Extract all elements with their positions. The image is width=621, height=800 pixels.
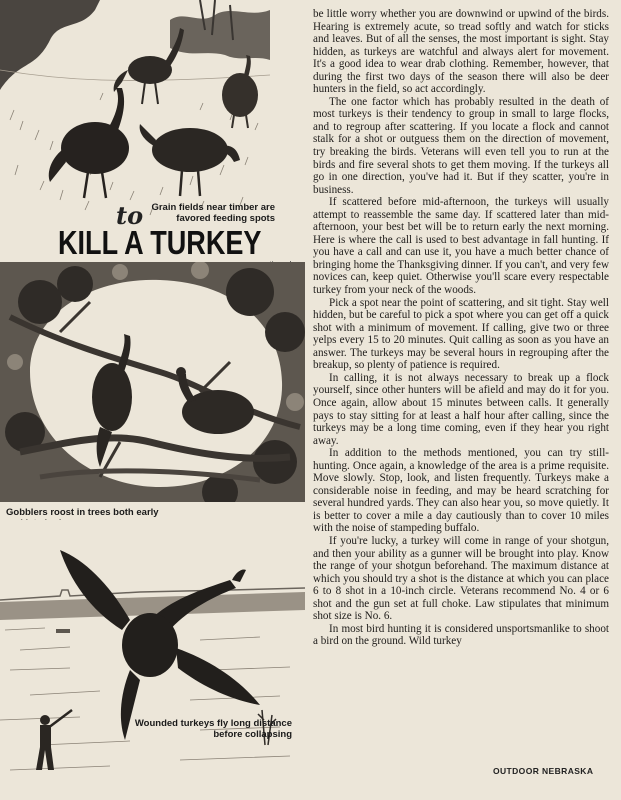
caption-wounded-turkeys: Wounded turkeys fly long distance before collapsing xyxy=(134,718,292,740)
body-paragraph: In calling, it is not always necessary to break up a flock yourself, since other hunters will be afield and may do it for you. Once again, allow about 15 minutes between calls. It generally pays to stay sitting for at least a half hour after calling, since the turkeys may be a long time coming, even if they hear you right away. xyxy=(313,371,609,447)
body-paragraph: be little worry whether you are downwind or upwind of the birds. Hearing is extremely acute, so tread softly and watch for sticks and leaves. But of all the senses, the most important is sight. Stay hidden, as turkeys are watchful and always alert for movement. It's a good idea to wear drab clothing. Remember, however, that during the first two days of the season there will also be deer hunters in the field, so act accordingly. xyxy=(313,8,609,96)
publication-footer: OUTDOOR NEBRASKA xyxy=(493,766,594,776)
illustration-gobblers-roost xyxy=(0,262,305,502)
article-body xyxy=(313,8,609,753)
body-paragraph: If you're lucky, a turkey will come in range of your shotgun, and then your ability as a gunner will be brought into play. Know the range of your shotgun beforehand. The maximum distance at which you should try a shot is the distance at which you can place 6 to 8 shot in a 10-inch circle. Veterans recommend No. 4 or 6 shot and the gun set at full choke. Law stipulates that minimum shot size is No. 6. xyxy=(313,534,609,623)
body-paragraph: In addition to the methods mentioned, you can try still-hunting. Once again, a knowledge of the area is a prime requisite. Move slowly. Stop, look, and listen frequently. Turkeys make a considerable noise in feeding, and may be heard scratching for several hundred yards. They can also hear you, so move quietly. It is better to cover a mile a day cautiously than to cover 10 miles with the noise of stampeding buffalo. xyxy=(313,447,609,535)
caption-grain-fields: Grain fields near timber are favored feeding spots xyxy=(151,202,275,224)
caption-gobblers-roost: Gobblers roost in trees both early xyxy=(6,507,159,518)
body-paragraph: The one factor which has probably resulted in the death of most turkeys is their tendency to group in small to large flocks, and to regroup after scattering. If you locate a flock and cannot stalk for a shot or outguess them on the direction of movement, try breaking the birds. Veterans will even tell you to run at the birds and fire several shots to get them moving. If the turkeys all go in one direction, you've had it. But if they scatter, you're in business. xyxy=(313,95,609,196)
illustration-turkeys-feeding xyxy=(0,0,270,228)
illustration-wounded-turkey xyxy=(0,520,305,792)
body-paragraph: If scattered before mid-afternoon, the turkeys will usually attempt to reassemble the same day. If scattered later than mid-afternoon, your best bet will be to return early the next morning. Here is where the call is used to best advantage in fall hunting. If you have a call and can use it, you have a much better chance of bringing home the Thanksgiving dinner. If you can't, and very few novices can, keep quiet. Otherwise you'll scare every respectable turkey from your neck of the woods. xyxy=(313,196,609,297)
illustration-column xyxy=(0,0,310,800)
page-title: KILL A TURKEY xyxy=(58,224,262,261)
body-paragraph: Pick a spot near the point of scattering, and sit tight. Stay well hidden, but be careful to pick a spot where you can get off a quick shot with a minimum of movement. If calling, give two or three yelps every 15 to 20 minutes. Quit calling as soon as you have an answer. The turkeys may be several hours in regrouping after the breakup, so plenty of patience is required. xyxy=(313,296,609,372)
body-paragraph: In most bird hunting it is considered unsportsmanlike to shoot a bird on the ground. Wild turkey xyxy=(313,622,609,648)
title-prefix: to xyxy=(116,201,144,230)
